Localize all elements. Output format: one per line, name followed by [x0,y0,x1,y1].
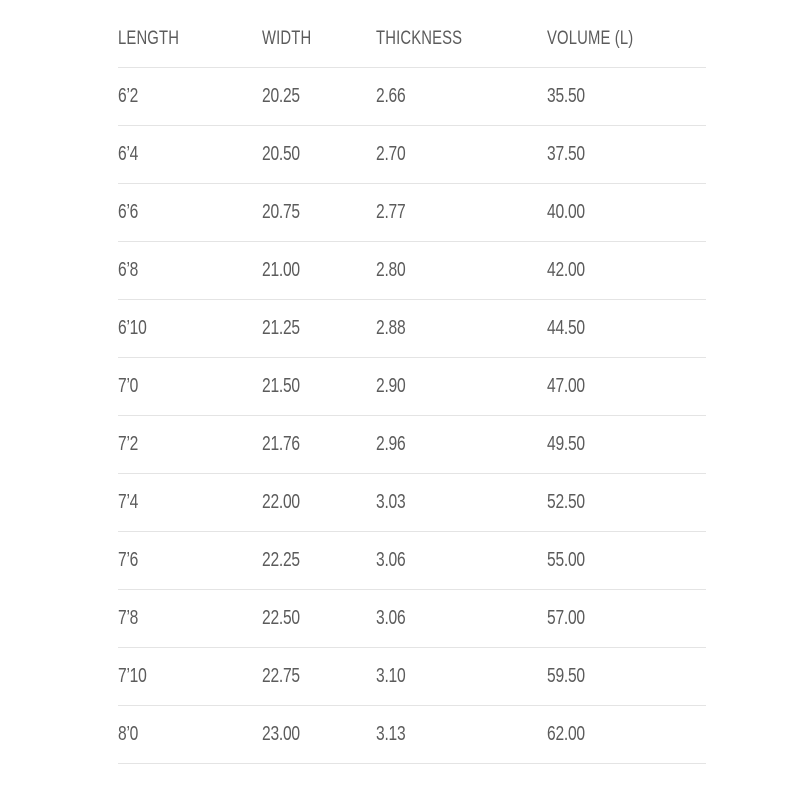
table-row [118,532,706,590]
table-row [118,590,706,648]
length-cell: 6’10 [118,317,147,339]
width-cell: 20.50 [262,143,300,165]
volume-cell: 57.00 [547,607,585,629]
length-cell: 6’2 [118,85,139,107]
width-cell: 21.76 [262,433,300,455]
thickness-cell: 2.96 [376,433,406,455]
length-cell: 7’0 [118,375,139,397]
table-row [118,706,706,764]
table-row [118,184,706,242]
thickness-cell: 3.03 [376,491,406,513]
table-row [118,416,706,474]
volume-cell: 42.00 [547,259,585,281]
volume-cell: 49.50 [547,433,585,455]
width-cell: 23.00 [262,723,300,745]
length-cell: 6’6 [118,201,139,223]
length-cell: 7’6 [118,549,139,571]
width-cell: 20.75 [262,201,300,223]
volume-cell: 52.50 [547,491,585,513]
width-cell: 22.75 [262,665,300,687]
thickness-cell: 3.06 [376,607,406,629]
thickness-cell: 3.06 [376,549,406,571]
table-row [118,300,706,358]
thickness-cell: 3.10 [376,665,406,687]
length-cell: 6’8 [118,259,139,281]
volume-cell: 37.50 [547,143,585,165]
header-length: LENGTH [118,28,180,49]
volume-cell: 44.50 [547,317,585,339]
length-cell: 7’2 [118,433,139,455]
thickness-cell: 2.90 [376,375,406,397]
thickness-cell: 3.13 [376,723,406,745]
width-cell: 22.00 [262,491,300,513]
table-row [118,648,706,706]
length-cell: 7’10 [118,665,147,687]
table-body [118,68,706,764]
table-row [118,126,706,184]
width-cell: 20.25 [262,85,300,107]
header-width: WIDTH [262,28,312,49]
length-cell: 8’0 [118,723,139,745]
table-row [118,358,706,416]
table-row [118,242,706,300]
table-row [118,474,706,532]
width-cell: 21.25 [262,317,300,339]
width-cell: 21.50 [262,375,300,397]
thickness-cell: 2.88 [376,317,406,339]
length-cell: 7’4 [118,491,139,513]
width-cell: 21.00 [262,259,300,281]
volume-cell: 55.00 [547,549,585,571]
header-thickness: THICKNESS [376,28,463,49]
thickness-cell: 2.70 [376,143,406,165]
thickness-cell: 2.80 [376,259,406,281]
header-volume: VOLUME (L) [547,28,634,49]
volume-cell: 47.00 [547,375,585,397]
thickness-cell: 2.66 [376,85,406,107]
length-cell: 6’4 [118,143,139,165]
volume-cell: 59.50 [547,665,585,687]
volume-cell: 35.50 [547,85,585,107]
thickness-cell: 2.77 [376,201,406,223]
table-row [118,68,706,126]
size-table [118,10,706,764]
length-cell: 7’8 [118,607,139,629]
volume-cell: 62.00 [547,723,585,745]
width-cell: 22.25 [262,549,300,571]
volume-cell: 40.00 [547,201,585,223]
table-header-row [118,10,706,68]
width-cell: 22.50 [262,607,300,629]
